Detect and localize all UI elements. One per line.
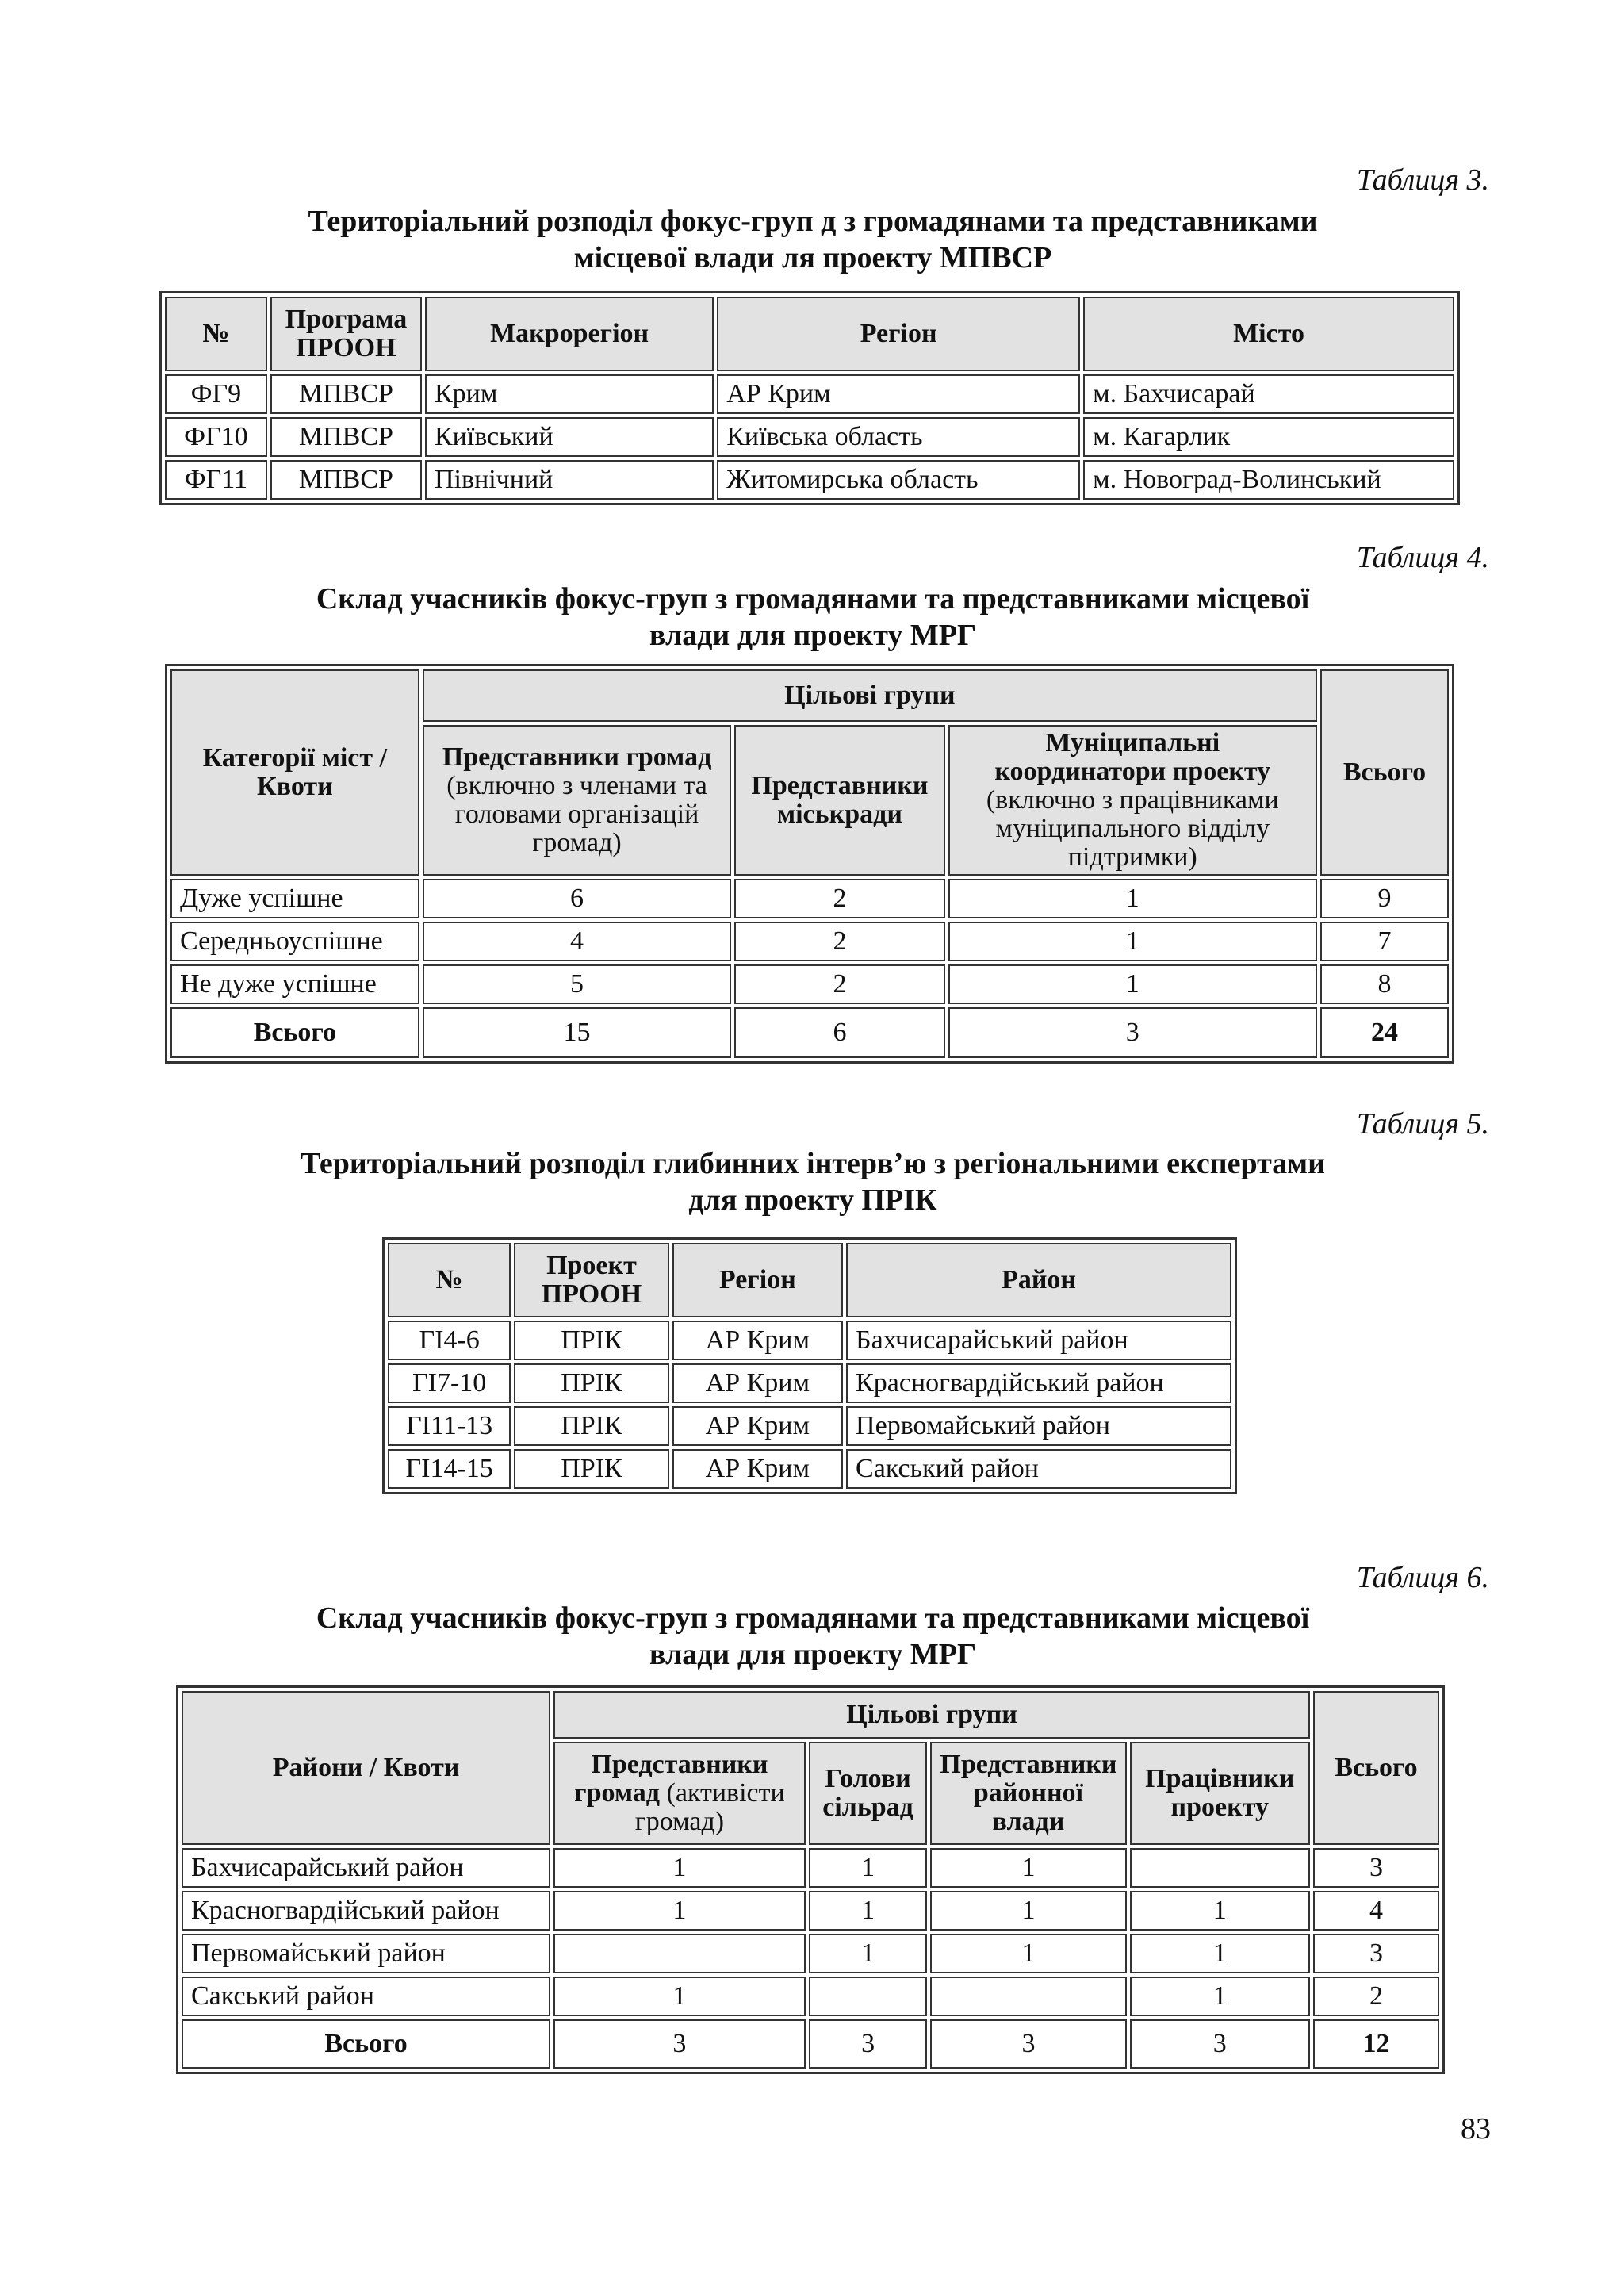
table5-header-cell: Район xyxy=(846,1243,1231,1317)
table-row xyxy=(388,1406,1231,1446)
table5-cell: Первомайський район xyxy=(846,1406,1231,1446)
table6-cell: 4 xyxy=(1313,1891,1439,1931)
table6-total-cell: 3 xyxy=(553,2019,806,2069)
table4-total-label: Всього xyxy=(170,1007,419,1058)
table3-cell: Київський xyxy=(425,417,714,457)
table3-cell: Київська область xyxy=(717,417,1080,457)
table-row xyxy=(165,374,1454,414)
table3-cell: Крим xyxy=(425,374,714,414)
table6-header-project-staff: Працівники проекту xyxy=(1130,1742,1310,1845)
table-row xyxy=(170,879,1449,918)
table6-cell: 1 xyxy=(1130,1934,1310,1973)
table4-header-category: Категорії міст / Квоти xyxy=(170,669,419,876)
table4-header-coordinators xyxy=(948,725,1318,876)
table3-cell: ФГ11 xyxy=(165,460,267,500)
table4-header-community xyxy=(423,725,732,876)
table6-total-cell: 3 xyxy=(1130,2019,1310,2069)
table6-cell: 1 xyxy=(930,1934,1126,1973)
table5-cell: ПРІК xyxy=(514,1363,668,1403)
table3-title xyxy=(159,203,1467,276)
table6-header-community-title: Представники громад xyxy=(574,1750,768,1808)
table3-header-cell: № xyxy=(165,297,267,371)
table4-cell: 7 xyxy=(1320,922,1449,961)
table3-header-cell: Регіон xyxy=(717,297,1080,371)
table5-caption: Таблиця 5. xyxy=(1356,1107,1489,1141)
table3-cell: МПВСР xyxy=(270,460,422,500)
table4-title-line2: влади для проекту МРГ xyxy=(649,619,977,652)
table4-title-line1: Склад учасників фокус-груп з громадянами та представниками місцевої xyxy=(316,582,1310,615)
table6-title-line1: Склад учасників фокус-груп з громадянами та представниками місцевої xyxy=(316,1601,1310,1635)
table6-cell: 1 xyxy=(809,1934,928,1973)
table5-title-line2: для проекту ПРІК xyxy=(688,1183,937,1217)
table4-grand-total: 24 xyxy=(1320,1007,1449,1058)
table4-cell: 4 xyxy=(423,922,732,961)
table6-header-village-heads: Голови сільрад xyxy=(809,1742,928,1845)
table3-header-cell: Програма ПРООН xyxy=(270,297,422,371)
table5-cell: ГІ7-10 xyxy=(388,1363,511,1403)
table6-title-line2: влади для проекту МРГ xyxy=(649,1638,977,1671)
table4-cell: 2 xyxy=(734,922,944,961)
table6-cell: 1 xyxy=(1130,1977,1310,2016)
table6-header-category: Райони / Квоти xyxy=(182,1691,550,1845)
table3-title-line2: місцевої влади ля проекту МПВСР xyxy=(573,241,1052,274)
table4-total-cell: 3 xyxy=(948,1007,1318,1058)
table5-cell: ПРІК xyxy=(514,1321,668,1360)
table5 xyxy=(382,1237,1237,1494)
table6-header-total: Всього xyxy=(1313,1691,1439,1845)
table3-header-cell: Місто xyxy=(1083,297,1454,371)
table6-cell: 1 xyxy=(553,1848,806,1888)
table6-total-label: Всього xyxy=(182,2019,550,2069)
table6-header-district-authority: Представники районної влади xyxy=(930,1742,1126,1845)
table6-cell: 1 xyxy=(809,1891,928,1931)
table6-header-target-groups: Цільові групи xyxy=(553,1691,1310,1739)
table4-header-target-groups: Цільові групи xyxy=(423,669,1317,722)
table5-cell: ГІ14-15 xyxy=(388,1449,511,1489)
table5-header-cell: Регіон xyxy=(672,1243,843,1317)
table3-cell: м. Кагарлик xyxy=(1083,417,1454,457)
table4-cell: 1 xyxy=(948,964,1318,1004)
table4-total-cell: 6 xyxy=(734,1007,944,1058)
table3-cell: Житомирська область xyxy=(717,460,1080,500)
table3-cell: ФГ10 xyxy=(165,417,267,457)
table5-cell: ГІ4-6 xyxy=(388,1321,511,1360)
table6-cell: 3 xyxy=(1313,1934,1439,1973)
table3-cell: МПВСР xyxy=(270,374,422,414)
table4-header-total: Всього xyxy=(1320,669,1449,876)
table3-cell: м. Бахчисарай xyxy=(1083,374,1454,414)
table5-cell: АР Крим xyxy=(672,1406,843,1446)
table3-cell: ФГ9 xyxy=(165,374,267,414)
table5-cell: Бахчисарайський район xyxy=(846,1321,1231,1360)
table4-header-city-council: Представники міськради xyxy=(734,725,944,876)
table-row xyxy=(182,1848,1439,1888)
table4-cell: Дуже успішне xyxy=(170,879,419,918)
table-row xyxy=(165,460,1454,500)
table4-header-coordinators-title: Муніципальні координатори проекту xyxy=(994,728,1271,786)
table4-cell: 5 xyxy=(423,964,732,1004)
table6-cell: 1 xyxy=(553,1977,806,2016)
table4-cell: 1 xyxy=(948,922,1318,961)
table6-cell: Первомайський район xyxy=(182,1934,550,1973)
table6-header-community xyxy=(553,1742,806,1845)
table-row xyxy=(388,1363,1231,1403)
table6-cell: 1 xyxy=(809,1848,928,1888)
table-row xyxy=(182,1977,1439,2016)
table6-cell xyxy=(1130,1848,1310,1888)
table5-cell: Красногвардійський район xyxy=(846,1363,1231,1403)
table3-caption: Таблиця 3. xyxy=(1356,163,1489,197)
table5-cell: АР Крим xyxy=(672,1363,843,1403)
table-row xyxy=(182,1934,1439,1973)
table6-total-cell: 3 xyxy=(809,2019,928,2069)
table-row xyxy=(170,964,1449,1004)
table5-header-cell: Проект ПРООН xyxy=(514,1243,668,1317)
table6-cell: 1 xyxy=(930,1848,1126,1888)
table6-total-cell: 3 xyxy=(930,2019,1126,2069)
table-row-total xyxy=(170,1007,1449,1058)
table4-header-coordinators-note: (включно з працівниками муніципального відділу підтримки) xyxy=(986,785,1279,872)
table3-cell: Північний xyxy=(425,460,714,500)
table6-header-community-note: (активісти громад) xyxy=(634,1778,785,1836)
table6-cell: 1 xyxy=(1130,1891,1310,1931)
table5-header-cell: № xyxy=(388,1243,511,1317)
table4-cell: 8 xyxy=(1320,964,1449,1004)
table5-title xyxy=(159,1145,1467,1218)
table6-grand-total: 12 xyxy=(1313,2019,1439,2069)
table6-cell xyxy=(809,1977,928,2016)
table6-cell: 1 xyxy=(553,1891,806,1931)
table6-caption: Таблиця 6. xyxy=(1356,1561,1489,1594)
table3 xyxy=(159,291,1460,505)
table4-cell: 9 xyxy=(1320,879,1449,918)
table3-cell: МПВСР xyxy=(270,417,422,457)
table5-title-line1: Територіальний розподіл глибинних інтерв’ю з регіональними експертами xyxy=(300,1147,1326,1180)
table4-cell: Не дуже успішне xyxy=(170,964,419,1004)
table-row xyxy=(388,1321,1231,1360)
table4-cell: 2 xyxy=(734,879,944,918)
table6-cell: Бахчисарайський район xyxy=(182,1848,550,1888)
table3-header-cell: Макрорегіон xyxy=(425,297,714,371)
table3-title-line1: Територіальний розподіл фокус-груп д з громадянами та представниками xyxy=(308,205,1318,238)
table6-cell: Красногвардійський район xyxy=(182,1891,550,1931)
table5-cell: ПРІК xyxy=(514,1449,668,1489)
table4-cell: 2 xyxy=(734,964,944,1004)
table-row xyxy=(170,922,1449,961)
table5-cell: Сакський район xyxy=(846,1449,1231,1489)
table6-cell: Сакський район xyxy=(182,1977,550,2016)
table-row xyxy=(388,1449,1231,1489)
table4-cell: 6 xyxy=(423,879,732,918)
table-row-total xyxy=(182,2019,1439,2069)
table6-cell: 1 xyxy=(930,1891,1126,1931)
table5-cell: ПРІК xyxy=(514,1406,668,1446)
table4-title xyxy=(159,581,1467,654)
table6-cell: 2 xyxy=(1313,1977,1439,2016)
table4-cell: Середньоуспішне xyxy=(170,922,419,961)
table5-cell: АР Крим xyxy=(672,1449,843,1489)
table5-cell: ГІ11-13 xyxy=(388,1406,511,1446)
table4 xyxy=(165,664,1454,1064)
table5-cell: АР Крим xyxy=(672,1321,843,1360)
table6-cell: 3 xyxy=(1313,1848,1439,1888)
table4-cell: 1 xyxy=(948,879,1318,918)
table6-cell xyxy=(553,1934,806,1973)
table4-total-cell: 15 xyxy=(423,1007,732,1058)
table4-header-community-title: Представники громад xyxy=(442,742,712,772)
page-number: 83 xyxy=(1461,2112,1491,2146)
table4-header-community-note: (включно з членами та головами організацій громад) xyxy=(446,771,707,857)
table-row xyxy=(165,417,1454,457)
table6 xyxy=(176,1685,1445,2074)
table3-cell: м. Новоград-Волинський xyxy=(1083,460,1454,500)
table4-caption: Таблиця 4. xyxy=(1356,541,1489,574)
table6-title xyxy=(159,1600,1467,1673)
table-row xyxy=(182,1891,1439,1931)
table3-cell: АР Крим xyxy=(717,374,1080,414)
table6-cell xyxy=(930,1977,1126,2016)
